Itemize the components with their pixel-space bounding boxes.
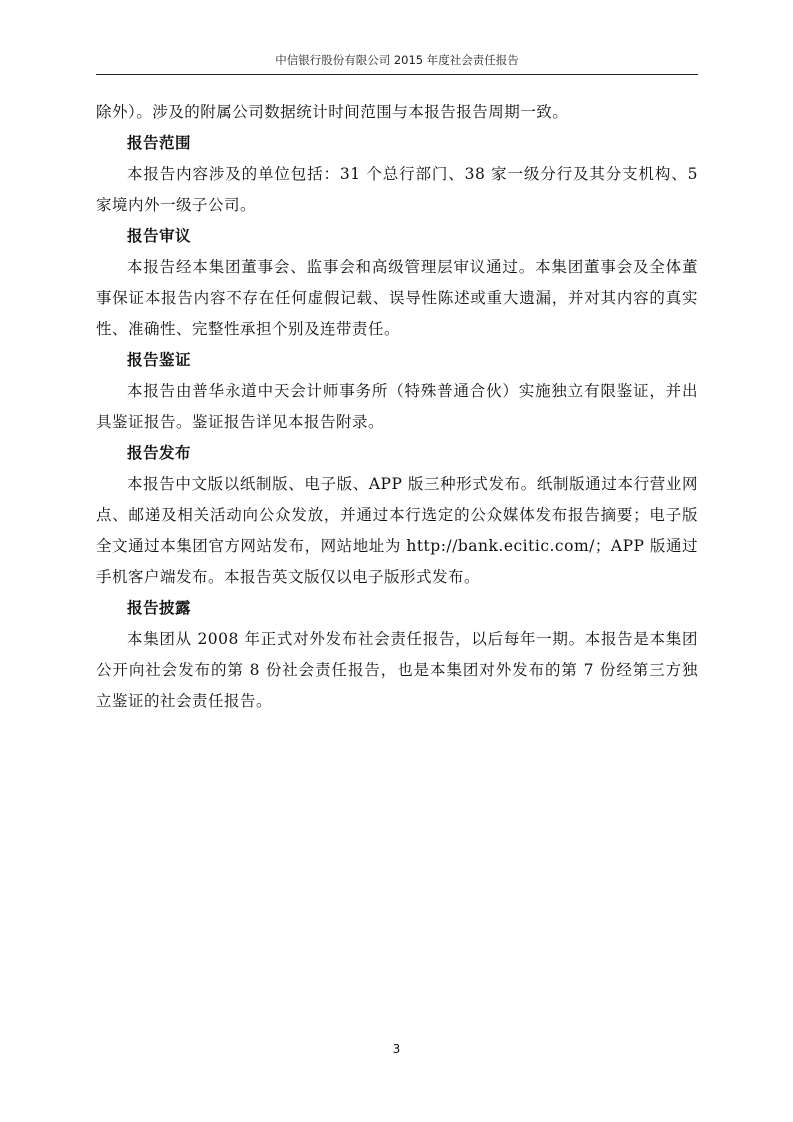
heading-report-scope: 报告范围	[127, 134, 192, 152]
heading-report-disclosure: 报告披露	[127, 599, 192, 617]
heading-report-review: 报告审议	[127, 227, 192, 245]
heading-report-release: 报告发布	[127, 444, 192, 462]
header-title: 中信银行股份有限公司 2015 年度社会责任报告	[275, 53, 519, 67]
paragraph-continuation: 除外）。涉及的附属公司数据统计时间范围与本报告报告周期一致。	[96, 103, 569, 121]
heading-report-assurance: 报告鉴证	[127, 351, 192, 369]
paragraph-report-assurance: 本报告由普华永道中天会计师事务所（特殊普通合伙）实施独立有限鉴证，并出具鉴证报告。鉴证报告详见本报告附录。	[96, 382, 698, 431]
page-header	[96, 52, 698, 75]
paragraph-report-disclosure: 本集团从 2008 年正式对外发布社会责任报告，以后每年一期。本报告是本集团公开向社会发布的第 8 份社会责任报告，也是本集团对外发布的第 7 份经第三方独立鉴证的社会责任报告。	[96, 630, 698, 710]
document-body	[96, 97, 698, 717]
paragraph-report-release: 本报告中文版以纸制版、电子版、APP 版三种形式发布。纸制版通过本行营业网点、邮递及相关活动向公众发放，并通过本行选定的公众媒体发布报告摘要；电子版全文通过本集团官方网站发布，网站地址为 http://bank.ecitic.com/；APP 版通过手机客户端发布。本报告英文版仅以电子版形式发布。	[96, 475, 698, 586]
page-number: 3	[392, 1042, 401, 1056]
paragraph-report-review: 本报告经本集团董事会、监事会和高级管理层审议通过。本集团董事会及全体董事保证本报告内容不存在任何虚假记载、误导性陈述或重大遗漏，并对其内容的真实性、准确性、完整性承担个别及连带责任。	[96, 258, 698, 338]
paragraph-report-scope: 本报告内容涉及的单位包括：31 个总行部门、38 家一级分行及其分支机构、5 家境内外一级子公司。	[96, 165, 698, 214]
